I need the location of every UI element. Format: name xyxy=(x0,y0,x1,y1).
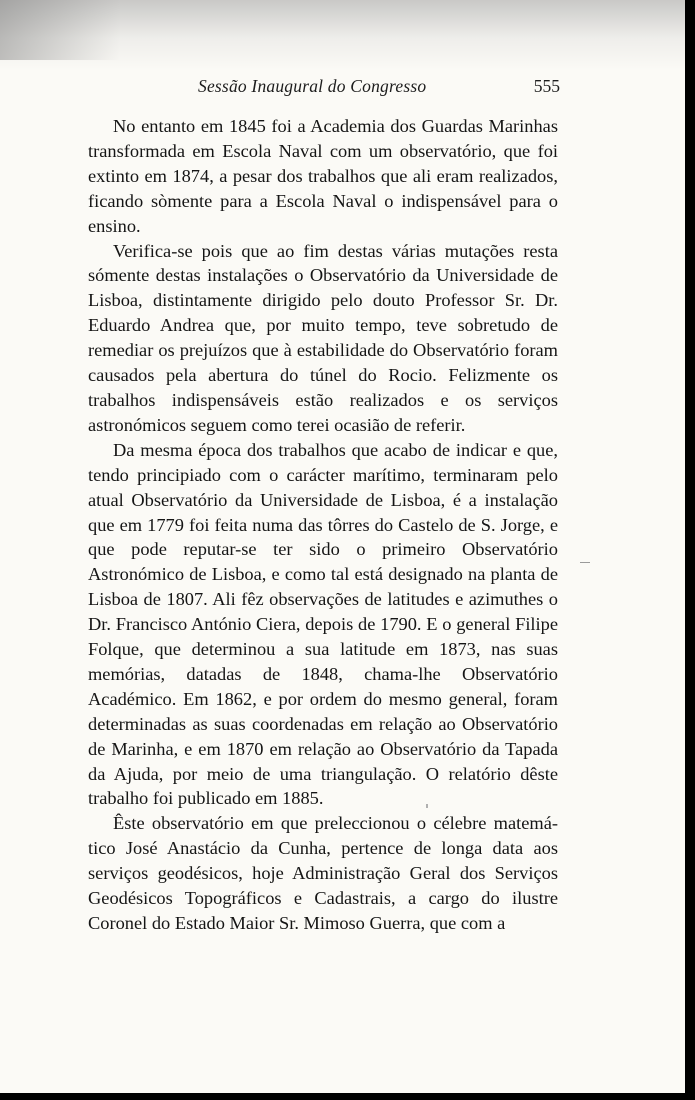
margin-mark xyxy=(580,562,590,563)
running-title: Sessão Inaugural do Congresso xyxy=(198,76,427,96)
speck-mark xyxy=(426,804,428,808)
paragraph-1: No entanto em 1845 foi a Academia dos Guardas Marinhas transformada em Escola Naval com um observatório, que foi extinto em 1874, a pesar dos trabalhos que ali eram realizados, ficando sòmente para a Escola Naval o indispensável para o ensino. xyxy=(88,116,558,236)
paragraph-2: Verifica-se pois que ao fim destas várias mutações resta sómente destas instalações o Observatório da Universidade de Lisboa, distintamente dirigido pelo douto Professor Sr. Dr. Eduardo Andrea que, por muito tempo, teve sobretudo de remediar os prejuízos que à estabilidade do Observatório foram causados pela abertura do túnel do Rocio. Felizmente os trabalhos indispensáveis estão realizados e os serviços astronómicos seguem como terei ocasião de referir. xyxy=(88,240,558,435)
paragraph-3: Da mesma época dos trabalhos que acabo de indicar e que, tendo principiado com o carácter marítimo, terminaram pelo atual Observatório da Universidade de Lisboa, é a instalação que em 1779 foi feita numa das tôrres do Castelo de S. Jorge, e que pode reputar-se ter sido o primeiro Observatório Astronómico de Lisboa, e como tal está designado na planta de Lisboa de 1807. Ali fêz observações de latitudes e azimuthes o Dr. Francisco António Ciera, depois de 1790. E o general Filipe Folque, que determinou a sua latitude em 1873, nas suas memórias, datadas de 1848, chama-lhe Observatório Académico. Em 1862, e por ordem do mesmo general, foram determinadas as suas coordenadas em relação ao Observatório de Marinha, e em 1870 em relação ao Observatório da Tapada da Ajuda, por meio de uma triangulação. O relatório dêste trabalho foi publicado em 1885. xyxy=(88,439,558,809)
body-text xyxy=(88,114,558,936)
page-number: 555 xyxy=(533,76,560,96)
paragraph-4: Êste observatório em que preleccionou o célebre matemático José Anastácio da Cunha, pertence de longa data aos serviços geodésicos, hoje Administração Geral dos Serviços Geodésicos Topográficos e Cadastrais, a cargo do ilustre Coronel do Estado Maior Sr. Mimoso Guerra, que com a xyxy=(88,813,558,933)
scan-shadow-corner xyxy=(0,0,120,60)
running-header xyxy=(88,76,570,102)
